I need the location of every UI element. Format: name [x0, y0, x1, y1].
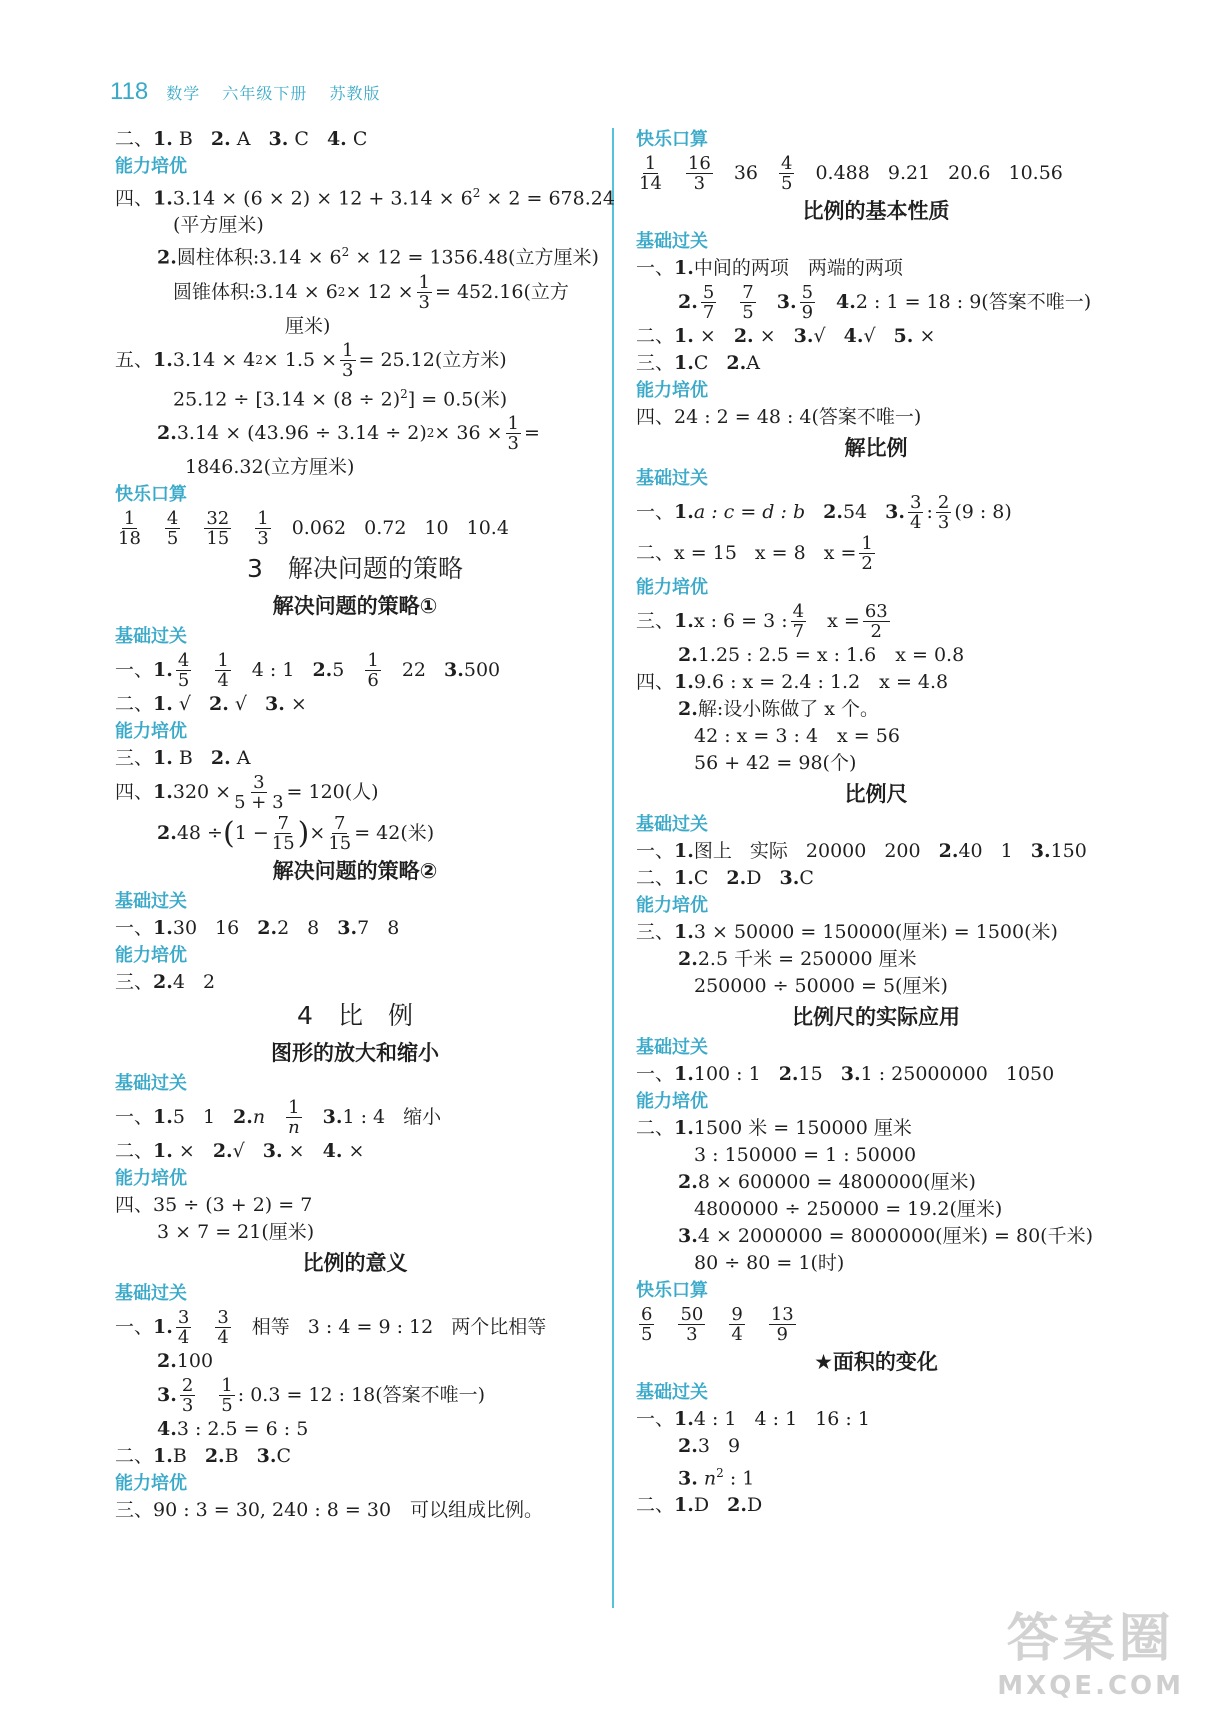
lesson-title: 比例尺 [844, 782, 908, 806]
book-info [166, 81, 396, 104]
answer-line: 4800000 ÷ 250000 = 19.2(厘米) [694, 1198, 1003, 1220]
section-label: 基础过关 [636, 1382, 708, 1403]
answer-line: 3 × 7 = 21(厘米) [157, 1220, 315, 1243]
answer-line: 一、 1. a : c = d : b 2. 54 3. 3 4 : 2 3 (9 : 8) [636, 492, 1012, 533]
grade: 六年级下册 [222, 84, 308, 103]
answer-line: 二、1. × 2. × 3.√ 4.√ 5. × [636, 325, 936, 347]
answer-line: 四、35 ÷ (3 + 2) = 7 [115, 1193, 313, 1216]
answer-line: 2.圆柱体积:3.14 × $6^2 \times 12 = 1356.48$(立方厘米) [157, 245, 599, 269]
section-label: 快乐口算 [636, 1280, 708, 1301]
answer-line: 四、1.9.6 : x = 2.4 : 1.2 x = 4.8 [636, 671, 949, 693]
fraction: 1 4 [217, 649, 229, 691]
section-label: 能力培优 [636, 895, 708, 916]
answer-line: 圆锥体积:3.14 × 6 2 × 12 × $\frac{1}{3}$ = 452.16(立方 [173, 271, 569, 313]
fraction: $\frac{1}{2}$ [861, 533, 873, 574]
answer-line: 三、2.4 2 [115, 970, 216, 993]
fraction: 5 7 [702, 282, 715, 323]
chapter-title: 3 解决问题的策略 [247, 553, 463, 583]
answer-line: 二、1.D 2.D [636, 1494, 763, 1517]
fraction: $\frac{7}{15}$ [328, 812, 352, 854]
column-divider [612, 128, 614, 1608]
fraction: $\frac{1}{3}$ [342, 339, 354, 381]
section-label: 能力培优 [115, 1472, 187, 1494]
fraction: 4 5 [781, 153, 793, 194]
fraction: 13 9 [770, 1304, 794, 1345]
right-column [636, 126, 1116, 1519]
lesson-title: 比例尺的实际应用 [792, 1005, 960, 1029]
lesson-title: 解决问题的策略① [272, 593, 438, 618]
answer-line: $25.12 \div [3.14 \times (8 \div 2)^2] = 0.5$(米) [173, 386, 508, 410]
section-label: 基础过关 [115, 1282, 187, 1304]
answer-line: 三、1.3 × 50000 = 150000(厘米) = 1500(米) [636, 921, 1058, 943]
fraction: 3 4 [910, 492, 922, 533]
answer-line: 一、1.中间的两项 两端的两项 [636, 257, 903, 279]
answer-line: 三、1.C 2.A [636, 352, 760, 374]
answer-line: 一、1.图上 实际 20000 200 2.40 1 3.150 [636, 840, 1087, 862]
fraction: 3 4 [217, 1306, 229, 1348]
lesson-title: 比例的意义 [302, 1250, 408, 1275]
answer-line: 2. 5 7 7 5 3. 5 9 4. 2 : 1 = 18 : 9(答案不唯一) [678, 282, 1092, 323]
section-label: 能力培优 [115, 1167, 187, 1189]
answer-line: 一、1.30 16 2.2 8 3.7 8 [115, 916, 400, 939]
fraction: 1 5 [221, 1374, 233, 1416]
fraction: $\frac{7}{15}$ [271, 812, 295, 854]
fraction: 3 4 [177, 1306, 190, 1348]
answer-line: 1 14 16 3 36 4 5 0.488 9.21 20.6 10.56 [639, 153, 1063, 194]
fraction: 1 14 [639, 153, 662, 194]
answer-line: 3 : 150000 = 1 : 50000 [694, 1144, 917, 1166]
fraction: 4 5 [166, 507, 179, 549]
fraction: 1 3 [257, 507, 269, 549]
answer-line: (平方厘米) [173, 214, 264, 237]
answer-line: 2.3 9 [678, 1435, 741, 1457]
answer-line: 1 18 4 5 32 15 1 3 0.062 0.72 10 10.4 [118, 507, 509, 549]
answer-line: 2. 3.14 × (43.96 ÷ 3.14 ÷ 2) 2 × 36 × $\frac{1}{3}$ = [157, 412, 540, 454]
fraction: 16 3 [687, 153, 711, 194]
watermark-url: MXQE.COM [997, 1671, 1184, 1701]
section-label: 基础过关 [115, 625, 187, 647]
fraction: 7 5 [742, 282, 754, 323]
answer-line: 二、1.C 2.D 3.C [636, 867, 814, 889]
section-label: 能力培优 [115, 720, 187, 742]
answer-line: 二、1.1500 米 = 150000 厘米 [636, 1117, 912, 1139]
section-label: 基础过关 [636, 814, 708, 835]
lesson-title: 图形的放大和缩小 [271, 1040, 439, 1065]
answer-line: 一、 1. 4 5 1 4 4 : 1 2. 5 1 6 22 3. 500 [115, 649, 501, 691]
chapter-title: 4 比 例 [297, 1000, 413, 1030]
answer-line: 3.4 × 2000000 = 8000000(厘米) = 80(千米) [678, 1225, 1093, 1247]
answer-line: 56 + 42 = 98(个) [694, 752, 857, 774]
fraction: $\frac{63}{2}$ [864, 601, 888, 642]
answer-line: 2.8 × 600000 = 4800000(厘米) [678, 1171, 976, 1193]
answer-line: 二、1. B 2. A 3. C 4. C [115, 128, 368, 150]
answer-line: 三、90 : 3 = 30, 240 : 8 = 30 可以组成比例。 [115, 1498, 544, 1521]
answer-line: 四、 1. 320 × $\frac{3}{5 + 3}$ = 120(人) [115, 771, 379, 813]
fraction: 6 5 [641, 1304, 653, 1345]
answer-line: 三、1. B 2. A [115, 746, 251, 769]
answer-line: 2.解:设小陈做了 x 个。 [678, 698, 880, 720]
answer-line: 二、1.B 2.B 3.C [115, 1444, 292, 1467]
section-label: 能力培优 [115, 156, 187, 177]
fraction: 5 9 [801, 282, 814, 323]
answer-line: 四、$1.3.14 \times (6 \times 2) \times 12 + 3.14 \times 6^2 \times 2 = 678.24$ [115, 186, 615, 210]
page-header [110, 78, 397, 110]
answer-line: 一、1.4 : 1 4 : 1 16 : 1 [636, 1408, 870, 1430]
fraction: 2 3 [937, 492, 950, 533]
fraction: $\frac{1}{3}$ [507, 412, 519, 454]
lesson-title: ★面积的变化 [814, 1350, 938, 1374]
watermark [997, 1596, 1184, 1701]
answer-line: 80 ÷ 80 = 1(时) [694, 1252, 845, 1274]
section-label: 基础过关 [115, 1072, 187, 1094]
answer-line: 2.2.5 千米 = 250000 厘米 [678, 948, 917, 970]
fraction: 1 18 [118, 507, 141, 549]
lesson-title: 比例的基本性质 [802, 199, 950, 223]
answer-line: 250000 ÷ 50000 = 5(厘米) [694, 975, 948, 997]
watermark-logo: 答案圈 [1006, 1609, 1175, 1669]
answer-line: 3. $n^2$ : 1 [678, 1466, 755, 1490]
section-label: 能力培优 [115, 944, 187, 966]
answer-line: 1846.32(立方厘米) [185, 455, 355, 478]
section-label: 基础过关 [636, 468, 708, 489]
answer-line: 2.1.25 : 2.5 = x : 1.6 x = 0.8 [678, 644, 965, 666]
section-label: 基础过关 [636, 231, 708, 252]
answer-line [636, 1304, 1116, 1345]
answer-line: 二、 x = 15 x = 8 x = $\frac{1}{2}$ [636, 533, 873, 574]
section-label: 能力培优 [636, 380, 708, 401]
section-label: 基础过关 [636, 1037, 708, 1058]
fraction: 1 n [288, 1096, 300, 1138]
answer-line: 二、1. √ 2. √ 3. × [115, 692, 307, 715]
answer-line: 四、24 : 2 = 48 : 4(答案不唯一) [636, 406, 922, 428]
fraction: 9 4 [731, 1304, 743, 1345]
answer-line: 2. 48 ÷ ( 1 − $\frac{7}{15}$ ) × $\frac{7}{15}$ = 42(米) [157, 812, 435, 854]
fraction: 50 3 [680, 1304, 704, 1345]
lesson-title: 解决问题的策略② [272, 858, 438, 883]
section-label: 能力培优 [636, 1091, 708, 1112]
answer-line: 三、 1. x : 6 = 3 : 4 7 x = $\frac{63}{2}$ [636, 601, 888, 642]
page-number: 118 [110, 78, 149, 105]
answer-line: 4.3 : 2.5 = 6 : 5 [157, 1417, 309, 1440]
answer-line: 厘米) [285, 314, 331, 337]
answer-line: 五、 1. 3.14 × 4 2 × 1.5 × $\frac{1}{3}$ = 25.12(立方米) [115, 339, 507, 381]
answer-line: 一、 1. 5 1 2. n 1 n 3. 1 : 4 缩小 [115, 1096, 442, 1138]
fraction: 2 3 [181, 1374, 194, 1416]
section-label: 基础过关 [115, 890, 187, 912]
section-label: 快乐口算 [636, 129, 708, 150]
answer-line: 2.100 [157, 1349, 214, 1372]
lesson-title: 解比例 [844, 436, 908, 460]
section-label: 能力培优 [636, 577, 708, 598]
section-label: 快乐口算 [115, 483, 187, 505]
fraction: 32 15 [206, 507, 230, 549]
edition: 苏教版 [329, 84, 381, 103]
left-column [115, 126, 615, 1524]
subject: 数学 [166, 84, 201, 103]
answer-line: 一、1.100 : 1 2.15 3.1 : 25000000 1050 [636, 1063, 1055, 1085]
fraction: 1 6 [367, 649, 379, 691]
fraction: $\frac{3}{5 + 3}$ [234, 771, 284, 813]
answer-line: 二、1. × 2.√ 3. × 4. × [115, 1139, 365, 1162]
answer-line: 一、 1. 3 4 3 4 相等 3 : 4 = 9 : 12 两个比相等 [115, 1306, 547, 1348]
answer-line: 3. 2 3 1 5 : 0.3 = 12 : 18(答案不唯一) [157, 1374, 486, 1416]
fraction: $\frac{1}{3}$ [418, 271, 430, 313]
answer-line: 42 : x = 3 : 4 x = 56 [694, 725, 900, 747]
fraction: 4 7 [792, 601, 805, 642]
fraction: 4 5 [177, 649, 190, 691]
